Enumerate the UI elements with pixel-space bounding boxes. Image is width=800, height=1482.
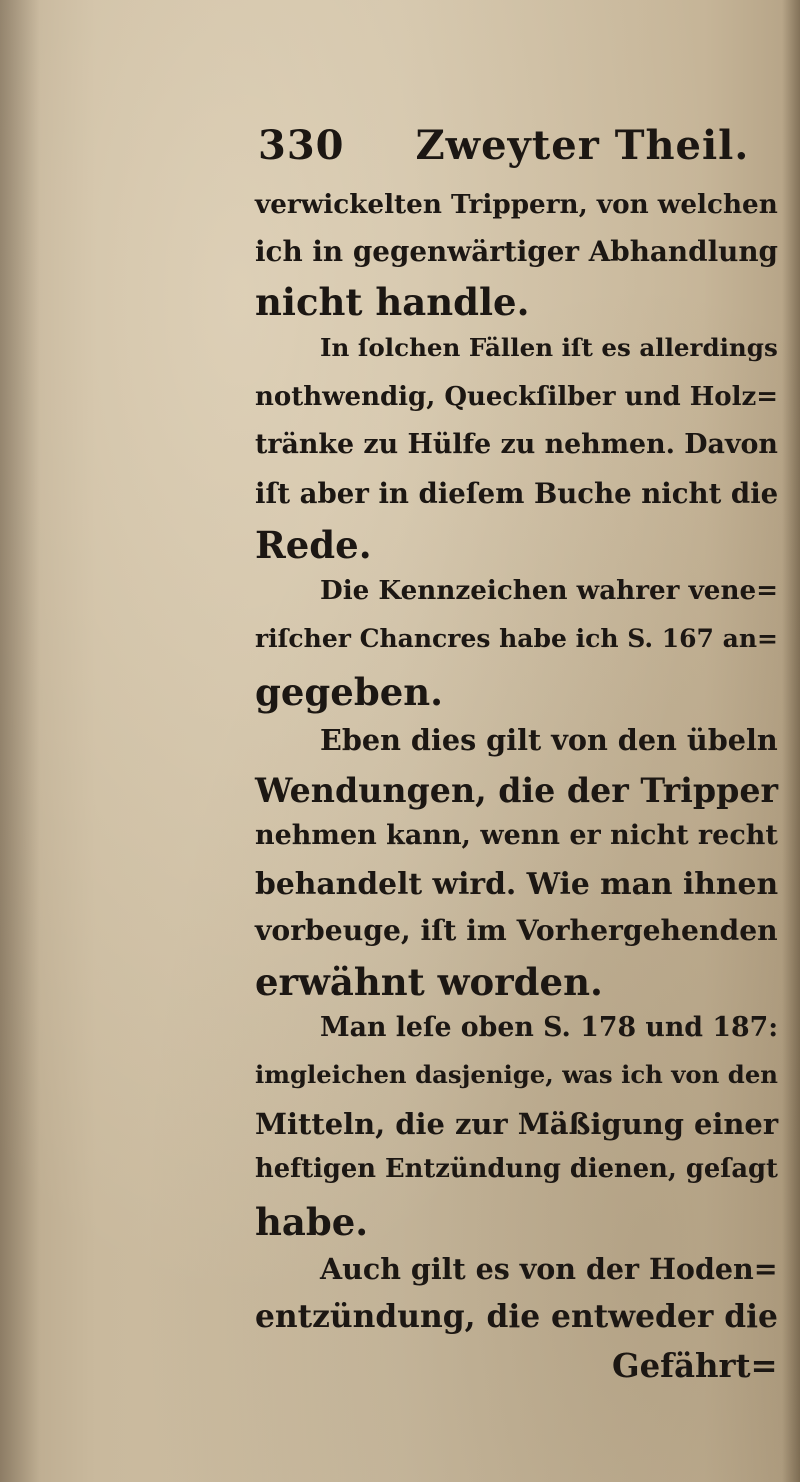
gutter-shadow xyxy=(0,0,40,1482)
paragraph-start-line: In ſolchen Fällen iſt es allerdings xyxy=(320,333,778,362)
text-line: nehmen kann, wenn er nicht recht xyxy=(255,820,778,851)
text-line: Mitteln, die zur Mäßigung einer xyxy=(255,1107,779,1141)
paragraph-start-line: Auch gilt es von der Hoden= xyxy=(320,1252,778,1286)
text-line: iſt aber in dieſem Buche nicht die xyxy=(255,477,779,510)
text-line: Wendungen, die der Tripper xyxy=(255,771,779,810)
text-line: nothwendig, Queckſilber und Holz= xyxy=(255,382,779,412)
text-line: vorbeuge, iſt im Vorhergehenden xyxy=(255,914,778,947)
text-line: ich in gegenwärtiger Abhandlung xyxy=(255,235,778,268)
text-line: nicht handle. xyxy=(255,280,530,324)
text-line: tränke zu Hülfe zu nehmen. Davon xyxy=(255,429,778,460)
text-line: imgleichen dasjenige, was ich von den xyxy=(255,1060,778,1089)
paragraph-start-line: Eben dies gilt von den übeln xyxy=(320,723,778,757)
text-line: gegeben. xyxy=(255,670,444,714)
text-line: entzündung, die entweder die xyxy=(255,1299,778,1335)
text-line: verwickelten Trippern, von welchen xyxy=(255,189,778,220)
page-edge-shadow xyxy=(782,0,800,1482)
text-line: habe. xyxy=(255,1200,369,1244)
text-line: Rede. xyxy=(255,523,372,567)
running-title: Zweyter Theil. xyxy=(415,122,750,169)
text-line: behandelt wird. Wie man ihnen xyxy=(255,867,779,902)
text-line: heftigen Entzündung dienen, geſagt xyxy=(255,1154,778,1184)
page-header xyxy=(258,122,749,169)
catchword: Gefährt= xyxy=(612,1347,778,1385)
paragraph-start-line: Man leſe oben S. 178 und 187: xyxy=(320,1012,779,1043)
page-number: 330 xyxy=(258,122,345,169)
paragraph-start-line: Die Kennzeichen wahrer vene= xyxy=(320,575,779,606)
text-line: erwähnt worden. xyxy=(255,960,603,1004)
text-line: riſcher Chancres habe ich S. 167 an= xyxy=(255,624,778,653)
